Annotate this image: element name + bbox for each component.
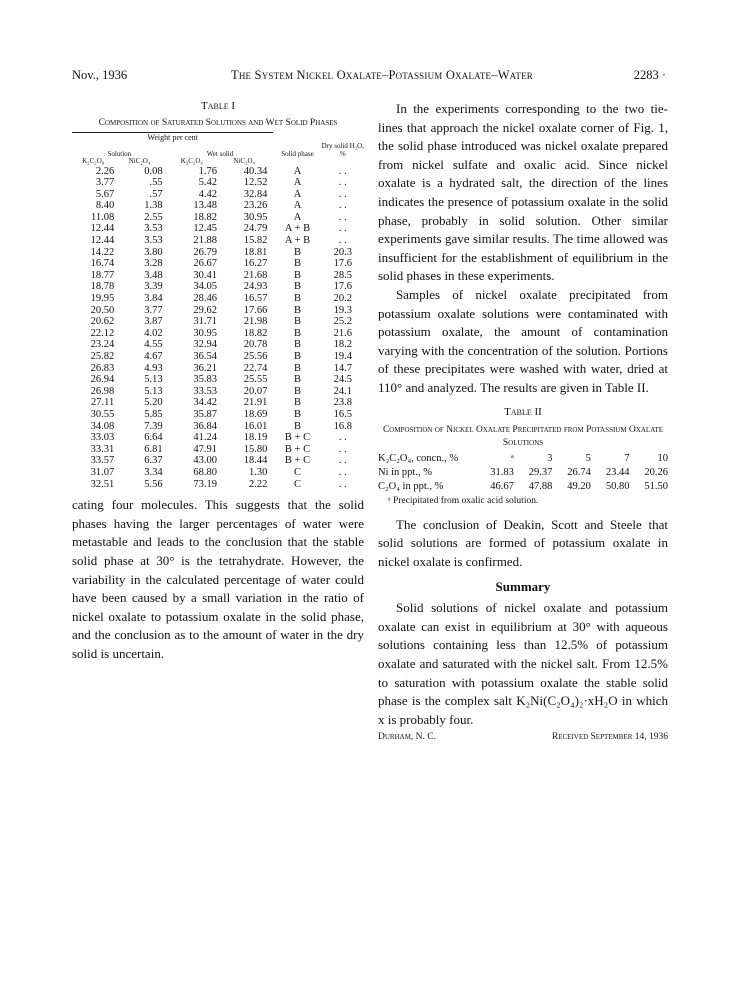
table-row (72, 166, 364, 178)
table-cell: 35.83 (193, 374, 217, 386)
table-cell: .57 (149, 188, 163, 200)
table-cell: 20.3 (333, 246, 353, 258)
table-cell: 6.64 (144, 432, 163, 444)
table-cell: 7 (624, 452, 630, 464)
table-cell: B + C (284, 443, 311, 455)
table-cell: 3.39 (144, 281, 163, 293)
table-cell: 25.2 (333, 316, 353, 328)
header-title: The System Nickel Oxalate–Potassium Oxalate–Water (231, 68, 533, 82)
header-wet-nic2o4: NiC₂O₄ (233, 157, 255, 165)
table-cell: B (294, 385, 302, 397)
table-cell: 3.34 (144, 466, 163, 478)
table-row (72, 397, 364, 409)
table-cell: 26.79 (193, 246, 217, 258)
table-cell: 0.08 (144, 165, 163, 177)
table-cell: 16.5 (333, 408, 353, 420)
table-cell: B (294, 316, 302, 328)
table-cell: 28.46 (193, 293, 217, 305)
paragraph-samples: Samples of nickel oxalate precipitated from potassium oxalate solutions were contaminated with potassium oxalate, the amount of contamination varying with the concentration of the solution. Portions of these precipitates were washed with water, dried at 110° and analyzed. The results are given in Table II. (378, 286, 668, 395)
table-cell: A (293, 211, 302, 223)
table-cell: . . (338, 211, 347, 223)
table-row (72, 328, 364, 340)
wet-solid-group-label: Wet solid (206, 149, 234, 158)
table-cell: 20.62 (90, 316, 115, 328)
table-cell: B (294, 351, 302, 362)
table-cell: 6.81 (144, 443, 163, 455)
table-cell: 12.52 (243, 177, 268, 189)
table-row (72, 305, 364, 317)
table-cell: 26.67 (193, 258, 217, 270)
table-cell: 18.69 (243, 408, 268, 420)
table-cell: 23.26 (243, 200, 268, 212)
table-cell: 3.53 (144, 235, 163, 247)
table-cell: B (294, 293, 302, 305)
table-cell: . . (338, 466, 347, 478)
table-cell: 16.57 (243, 293, 268, 305)
table-cell: 3.80 (144, 246, 163, 258)
table-cell: A + B (284, 223, 311, 235)
table-cell: B (294, 339, 302, 351)
table-row (72, 281, 364, 293)
table-cell: 3.28 (144, 258, 163, 270)
table-cell: 3.53 (144, 223, 163, 235)
table-cell: 22.12 (90, 327, 115, 339)
table-cell: B (294, 281, 302, 293)
table-row (72, 200, 364, 212)
table-cell: 19.95 (90, 293, 115, 305)
header-dry-solid: Dry solid H₂O, % (321, 142, 364, 158)
table-cell: 33.31 (90, 443, 115, 455)
table-cell: 5.67 (95, 188, 115, 200)
table-cell: 34.42 (193, 397, 217, 409)
table-cell: 31.71 (193, 316, 217, 328)
table-cell: 31.83 (490, 466, 514, 478)
table-cell: A (293, 165, 302, 177)
table-cell: 24.5 (333, 374, 353, 386)
table-cell: 25.82 (90, 351, 115, 362)
table-cell: 15.80 (243, 443, 268, 455)
table-cell: 40.34 (243, 165, 268, 177)
table-cell: A + B (284, 235, 311, 247)
table-cell: . . (338, 177, 347, 189)
table-row (72, 293, 364, 305)
table-cell: 47.91 (193, 443, 217, 455)
table-cell: B (294, 258, 302, 270)
signature-line (378, 732, 668, 746)
table-cell: 17.66 (243, 304, 268, 316)
table-row (72, 467, 364, 479)
paragraph-tie-lines: In the experiments corresponding to the two tie-lines that approach the nickel oxalate corner of Fig. 1, the solid phase introduced was nickel oxalate prepared from nickel sulfate and oxalic acid. Since nickel oxalate is a hydrated salt, the direction of the lines indicates the presence of potassium oxalate in the solid phase, probably in solid solution. Other similar experiments gave similar results. The time allowed was insufficient for the establishment of equilibrium in the solid phases in these experiments. (378, 101, 668, 284)
table-cell: 8.40 (95, 200, 115, 212)
table-cell: 49.20 (567, 480, 591, 492)
table-row (72, 351, 364, 363)
table-cell: 16.01 (243, 420, 268, 432)
table-cell: B (294, 327, 302, 339)
table-cell: B + C (284, 432, 311, 444)
table-cell: 36.54 (193, 351, 217, 362)
table-cell: 25.55 (243, 374, 268, 386)
table-row (72, 270, 364, 282)
table-cell: . . (338, 223, 347, 235)
table-cell: B (294, 397, 302, 409)
header-sol-nic2o4: NiC₂O₄ (128, 157, 151, 165)
table-cell: B (294, 374, 302, 386)
table-cell: 21.88 (193, 235, 217, 247)
table-cell: ᵃ (510, 452, 514, 464)
table-cell: . . (338, 200, 347, 212)
table-cell: 5 (585, 452, 591, 464)
table-cell: 4.93 (144, 362, 163, 374)
table1-title: Table I (200, 100, 236, 112)
header-date: Nov., 1936 (72, 68, 128, 82)
table2-caption: Composition of Nickel Oxalate Precipitated from Potassium Oxalate Solutions (382, 424, 664, 448)
table-cell: 21.91 (243, 397, 268, 409)
table-cell: 17.6 (333, 281, 353, 293)
table-cell: 18.44 (243, 455, 268, 467)
page-number: 2283 · (633, 68, 666, 82)
summary-paragraph: Solid solutions of nickel oxalate and potassium oxalate can exist in equilibrium at 30° with aqueous solutions containing less than 12.5% of potassium oxalate and saturated with the nickel salt. From 12.5% to saturation with potassium oxalate the stable solid phase is the complex salt K₂Ni(C₂O₄)₂·xH₂O in which x is probably four. (378, 600, 668, 727)
table-cell: 24.79 (243, 223, 268, 235)
table-cell: 30.95 (243, 211, 268, 223)
table-cell: 29.62 (193, 304, 217, 316)
table-cell: B (294, 269, 302, 281)
table-cell: 14.7 (333, 362, 353, 374)
header-solid-phase: Solid phase (281, 149, 314, 158)
table-cell: 12.44 (90, 235, 115, 247)
table-cell: 16.74 (90, 258, 115, 270)
row-label: C₂O₄ in ppt., % (378, 480, 444, 492)
table-cell: 3.48 (144, 269, 163, 281)
table-row (72, 363, 364, 375)
table-cell: 23.44 (605, 466, 630, 478)
solution-group-label: Solution (107, 149, 132, 158)
table-row (72, 258, 364, 270)
table-cell: A (293, 177, 302, 189)
table-cell: 27.11 (91, 397, 115, 409)
header-sol-k2c2o4: K₂C₂O₄ (82, 157, 105, 165)
table-row (378, 452, 668, 466)
table-row (72, 455, 364, 467)
table-row (72, 189, 364, 201)
table-row (72, 374, 364, 386)
table-cell: 5.13 (144, 385, 163, 397)
table-cell: 34.08 (90, 420, 115, 432)
table-row (72, 421, 364, 433)
table-cell: 5.42 (198, 177, 217, 189)
table-cell: B (294, 246, 302, 258)
table-cell: 5.20 (144, 397, 163, 409)
table-cell: C (294, 478, 302, 490)
table-cell: 12.44 (90, 223, 115, 235)
table-cell: 5.56 (144, 478, 163, 490)
table-cell: 43.00 (193, 455, 217, 467)
row-label: K₂C₂O₄, concn., % (378, 452, 459, 464)
table-cell: 31.07 (90, 466, 115, 478)
table-cell: 1.30 (248, 466, 268, 478)
table-cell: 36.84 (193, 420, 217, 432)
table-row (72, 177, 364, 189)
table1-caption: Composition of Saturated Solutions and Wet Solid Phases (98, 118, 338, 128)
table-cell: 19.3 (333, 304, 353, 316)
table-cell: . . (338, 188, 347, 200)
table-cell: 33.53 (193, 385, 217, 397)
table-cell: 24.1 (333, 385, 353, 397)
table-cell: 18.19 (243, 432, 268, 444)
table-cell: 17.6 (333, 258, 353, 270)
table-row (72, 339, 364, 351)
table-cell: 24.93 (243, 281, 268, 293)
table-cell: 29.37 (528, 466, 553, 478)
table-cell: 46.67 (490, 480, 514, 492)
running-header (72, 68, 666, 86)
table-row (72, 409, 364, 421)
table-cell: C (294, 466, 302, 478)
table-cell: 18.77 (90, 269, 115, 281)
table-cell: 4.55 (144, 339, 163, 351)
signature-place: Durham, N. C. (378, 732, 436, 743)
table-cell: 30.55 (90, 408, 115, 420)
table-cell: 4.02 (144, 327, 163, 339)
table-cell: B (294, 408, 302, 420)
table-cell: 32.84 (243, 188, 268, 200)
signature-received: Received September 14, 1936 (551, 732, 668, 743)
table-cell: 16.27 (243, 258, 268, 270)
table-cell: A (293, 200, 302, 212)
table-cell: 2.22 (248, 478, 268, 490)
table-cell: 33.57 (90, 455, 115, 467)
table-cell: 10 (657, 452, 668, 464)
table-row (72, 479, 364, 491)
table-cell: 4.42 (198, 188, 217, 200)
table-cell: 18.82 (243, 327, 268, 339)
table-cell: 22.74 (243, 362, 268, 374)
header-wet-k2c2o4: K₂C₂O₄ (180, 157, 203, 165)
table-cell: 26.94 (90, 374, 115, 386)
table-cell: 6.37 (144, 455, 163, 467)
table2 (378, 452, 668, 494)
table-cell: 16.8 (333, 420, 353, 432)
table-cell: . . (338, 165, 347, 177)
table-cell: 21.98 (243, 316, 268, 328)
table-cell: B (294, 304, 302, 316)
table-cell: 68.80 (193, 466, 217, 478)
table-row (72, 444, 364, 456)
table-cell: 34.05 (193, 281, 217, 293)
table-cell: 3 (547, 452, 553, 464)
table-cell: 1.38 (144, 200, 163, 212)
table-row (72, 235, 364, 247)
row-label: Ni in ppt., % (378, 466, 432, 478)
table-cell: B + C (284, 455, 311, 467)
table-row (72, 212, 364, 224)
left-paragraph: cating four molecules. This suggests that the solid phases having the larger percentages of water were metastable and leads to the conclusion that the stable solid phase at 30° is the tetrahydrate. However, the variability in the calculated percentage of water could have been caused by a small variation in the ratio of nickel oxalate to potassium oxalate in the solid phase, and the conclusion as to the amount of water in the dry solid is uncertain. (72, 497, 364, 661)
table-row (72, 316, 364, 328)
table-row (378, 480, 668, 494)
table-cell: 15.82 (243, 235, 268, 247)
table-cell: 32.51 (90, 478, 115, 490)
table-cell: 20.50 (90, 304, 115, 316)
table-cell: 50.80 (605, 480, 630, 492)
table-cell: 35.87 (193, 408, 217, 420)
table-cell: 36.21 (193, 362, 217, 374)
table-row (72, 247, 364, 259)
table-cell: 73.19 (193, 478, 217, 490)
table-cell: 18.82 (193, 211, 217, 223)
table-cell: 47.88 (528, 480, 553, 492)
weight-percent-label: Weight per cent (72, 133, 273, 144)
table-cell: B (294, 362, 302, 374)
table-cell: 13.48 (193, 200, 217, 212)
table-cell: 26.83 (90, 362, 115, 374)
table-cell: 21.6 (333, 327, 353, 339)
table-cell: . . (338, 235, 347, 247)
table-cell: . . (338, 478, 347, 490)
table-cell: 26.98 (90, 385, 115, 397)
table-row (72, 223, 364, 235)
table-cell: 41.24 (193, 432, 217, 444)
left-column (72, 100, 364, 663)
table-cell: 23.8 (333, 397, 353, 409)
table-cell: 11.08 (91, 211, 115, 223)
table-cell: 25.56 (243, 351, 268, 362)
table-row (72, 432, 364, 444)
table-cell: . . (338, 432, 347, 444)
paragraph-conclusion: The conclusion of Deakin, Scott and Steele that solid solutions are formed of potassium oxalate in nickel oxalate is confirmed. (378, 516, 668, 569)
table-cell: 14.22 (90, 246, 115, 258)
table-cell: 5.13 (144, 374, 163, 386)
table-cell: 32.94 (193, 339, 217, 351)
table-cell: 20.07 (243, 385, 268, 397)
table-cell: A (293, 188, 302, 200)
table-cell: 20.78 (243, 339, 268, 351)
summary-heading: Summary (495, 579, 551, 595)
table2-footnote: ᵃ Precipitated from oxalic acid solution. (388, 495, 539, 506)
table-cell: 2.26 (95, 165, 115, 177)
table-cell: 3.84 (144, 293, 163, 305)
table-cell: 21.68 (243, 269, 268, 281)
table-cell: 26.74 (567, 466, 591, 478)
table-cell: 7.39 (144, 420, 163, 432)
table-row (72, 386, 364, 398)
table-cell: 2.55 (144, 211, 163, 223)
table-cell: 18.81 (243, 246, 268, 258)
table-cell: 19.4 (333, 351, 353, 362)
table-cell: .55 (149, 177, 163, 189)
table-cell: 3.77 (144, 304, 163, 316)
table-cell: 20.26 (644, 466, 668, 478)
table-cell: 12.45 (193, 223, 217, 235)
table-cell: 23.24 (90, 339, 115, 351)
table-cell: 33.03 (90, 432, 115, 444)
right-column (378, 100, 668, 746)
table-cell: 5.85 (144, 408, 163, 420)
table-cell: B (294, 420, 302, 432)
table-cell: 28.5 (333, 269, 353, 281)
table-cell: . . (338, 455, 347, 467)
table-cell: 1.76 (198, 165, 217, 177)
table1 (72, 132, 364, 490)
table-cell: 20.2 (333, 293, 353, 305)
table-cell: 30.41 (193, 269, 217, 281)
table-cell: 18.2 (333, 339, 353, 351)
table2-title: Table II (504, 405, 542, 418)
table-cell: 3.87 (144, 316, 163, 328)
table-cell: 51.50 (644, 480, 668, 492)
table-cell: . . (338, 443, 347, 455)
table-cell: 30.95 (193, 327, 217, 339)
table-cell: 4.67 (144, 351, 163, 362)
table-row (378, 466, 668, 480)
table-cell: 18.78 (90, 281, 115, 293)
table-cell: 3.77 (95, 177, 115, 189)
